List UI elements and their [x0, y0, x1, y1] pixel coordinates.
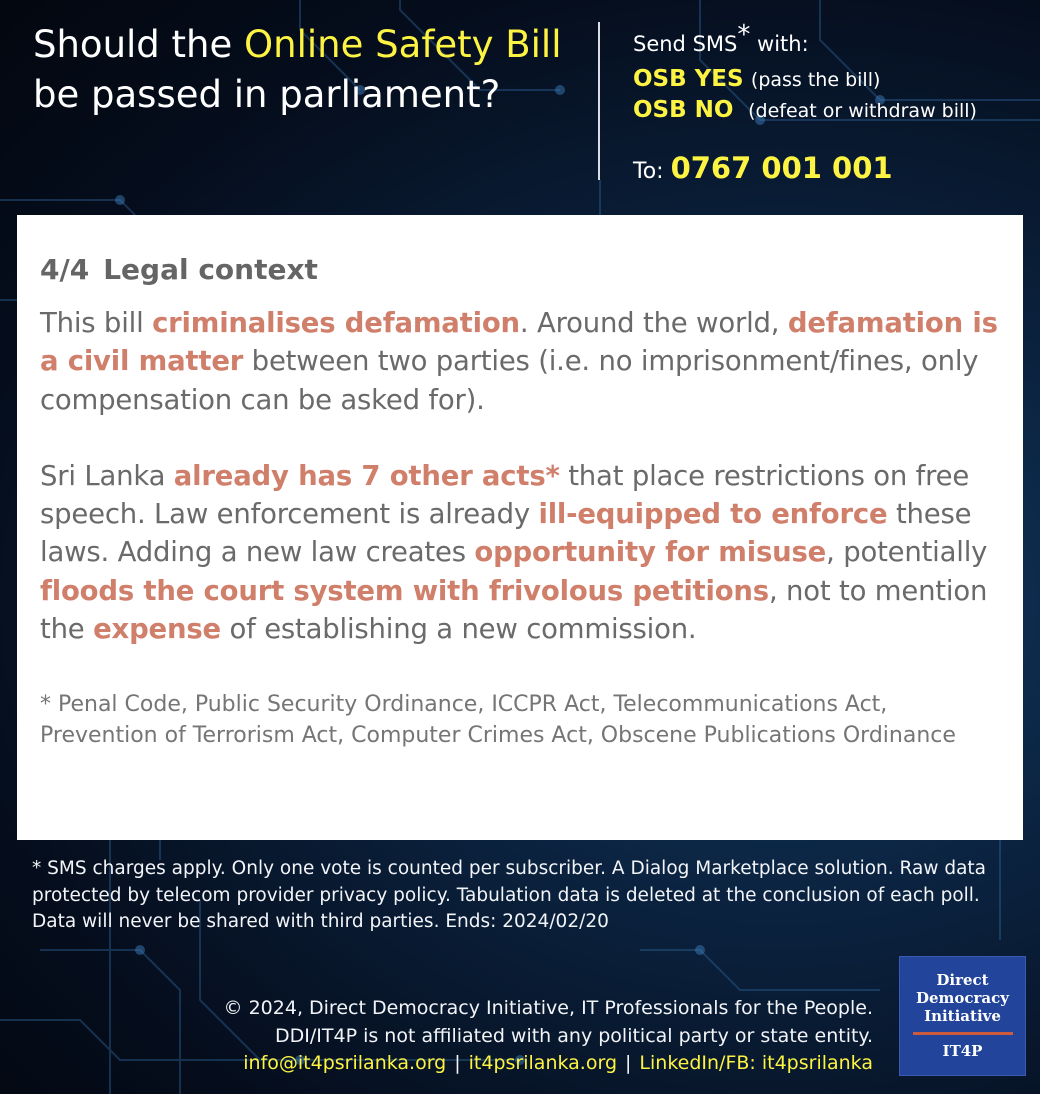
logo-rule	[913, 1032, 1013, 1035]
card-title	[40, 253, 1000, 286]
sms-option-no	[633, 95, 1033, 126]
sms-code-yes: OSB YES	[633, 66, 744, 92]
affiliation-line: DDI/IT4P is not affiliated with any political party or state entity.	[275, 1024, 873, 1047]
header-divider	[598, 22, 600, 180]
highlight-expense: expense	[93, 613, 222, 646]
highlight-seven-acts: already has 7 other acts*	[173, 459, 560, 492]
acts-footnote: * Penal Code, Public Security Ordinance, ICCPR Act, Telecommunications Act, Prevention of Terrorism Act, Computer Crimes Act, Obscene Publications Ordinance	[40, 692, 956, 748]
sms-phone-number: 0767 001 001	[670, 151, 893, 185]
highlight-civil-matter: defamation is a civil matter	[40, 307, 998, 378]
website-link[interactable]: it4psrilanka.org	[468, 1052, 618, 1074]
footer-links	[224, 1050, 873, 1078]
copyright-line: © 2024, Direct Democracy Initiative, IT Professionals for the People.	[223, 997, 873, 1019]
sms-code-no: OSB NO	[633, 97, 734, 123]
sms-disclaimer: * SMS charges apply. Only one vote is counted per subscriber. A Dialog Marketplace solution. Raw data protected by telecom provider privacy policy. Tabulation data is deleted at the conclusion of each poll. Data will never be shared with third parties. Ends: 2024/02/20	[32, 858, 986, 932]
social-link[interactable]: LinkedIn/FB: it4psrilanka	[639, 1052, 873, 1074]
poll-question	[33, 20, 573, 120]
logo-it4p: IT4P	[942, 1042, 983, 1060]
sms-option-yes	[633, 64, 1033, 95]
sms-instructions	[633, 22, 1033, 188]
highlight-court-floods: floods the court system with frivolous petitions	[40, 574, 769, 607]
question-highlight: Online Safety Bill	[244, 23, 562, 66]
content-card	[17, 215, 1023, 840]
send-sms-label: Send SMS* with:	[633, 20, 809, 56]
question-part1: Should the	[33, 23, 245, 66]
separator: |	[625, 1052, 632, 1074]
sms-to-label: To:	[633, 159, 671, 184]
footer	[224, 995, 873, 1078]
paragraph-existing-acts: Sri Lanka already has 7 other acts* that place restrictions on free speech. Law enforcement is already ill-equipped to enforce these laws. Adding a new law creates opportunity for misuse, potentially floods the court system with frivolous petitions, not to mention the expense of establishing a new commission.	[40, 459, 988, 646]
sms-desc-yes: (pass the bill)	[750, 69, 881, 91]
separator: |	[454, 1052, 461, 1074]
highlight-criminalises: criminalises defamation	[152, 307, 520, 339]
ddi-logo	[899, 956, 1026, 1076]
page-indicator: 4/4	[40, 253, 90, 286]
logo-text: Direct Democracy Initiative	[915, 971, 1010, 1025]
question-part2: be passed in parliament?	[33, 73, 501, 116]
email-link[interactable]: info@it4psrilanka.org	[243, 1052, 447, 1074]
sms-destination	[633, 148, 1033, 188]
sms-desc-no: (defeat or withdraw bill)	[748, 100, 977, 122]
section-title: Legal context	[103, 253, 318, 286]
paragraph-defamation: This bill criminalises defamation. Around the world, defamation is a civil matter between two parties (i.e. no imprisonment/fines, only compensation can be asked for).	[40, 307, 998, 416]
highlight-ill-equipped: ill-equipped to enforce	[538, 498, 888, 531]
highlight-misuse: opportunity for misuse	[474, 536, 827, 569]
